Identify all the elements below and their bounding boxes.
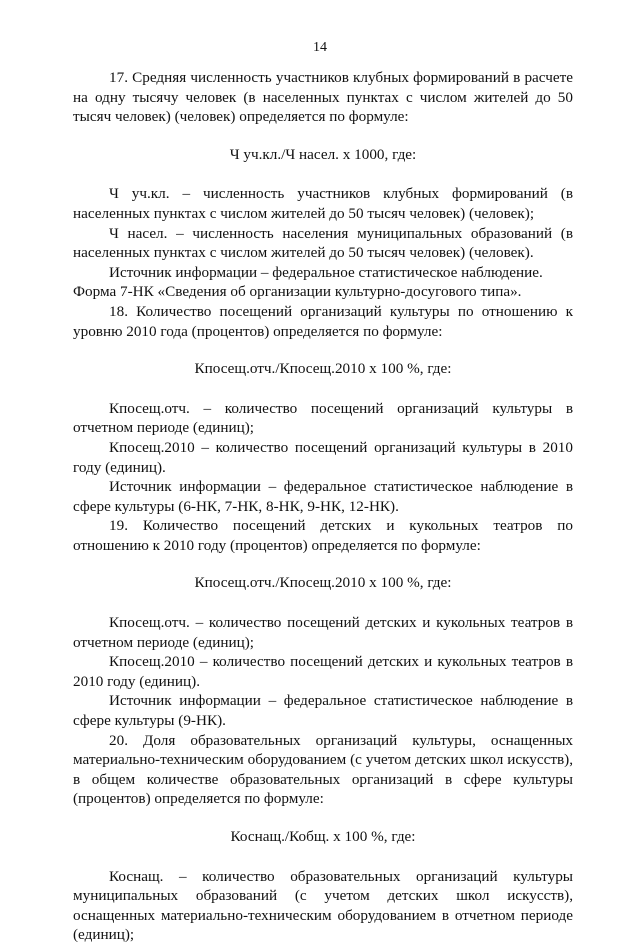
paragraph-20-intro: 20. Доля образовательных организаций культуры, оснащенных материально-техническим оборудованием (с учетом детских школ искусств), в общем количестве образовательных организаций в сфере культуры (процентов) определяется по формуле: [73,731,573,808]
source-18: Источник информации – федеральное статистическое наблюдение в сфере культуры (6-НК, 7-НК, 8-НК, 9-НК, 12-НК). [73,478,573,515]
formula-18: Кпосещ.отч./Кпосещ.2010 х 100 %, где: [194,360,452,378]
definition-ch-nasel: Ч насел. – численность населения муниципальных образований (в населенных пунктах с числом жителей до 50 тысяч человек) (человек). [73,224,573,262]
document-body [73,68,573,945]
source-17: Источник информации – федеральное статистическое наблюдение. [109,263,543,281]
definition-kposesch-2010-19: Кпосещ.2010 – количество посещений детских и кукольных театров в 2010 году (единиц). [73,653,573,690]
page-number: 14 [313,40,327,55]
definition-kposesch-2010-18: Кпосещ.2010 – количество посещений организаций культуры в 2010 году (единиц). [73,438,573,476]
paragraph-17-intro: 17. Средняя численность участников клубных формирований в расчете на одну тысячу человек (в населенных пунктах с числом жителей до 50 тысяч человек) (человек) определяется по формуле: [73,69,573,126]
formula-20: Коснащ./Кобщ. х 100 %, где: [230,828,416,845]
paragraph-19-intro: 19. Количество посещений детских и кукольных театров по отношению к 2010 году (процентов) определяется по формуле: [73,517,573,554]
definition-kposesch-otch-18: Кпосещ.отч. – количество посещений организаций культуры в отчетном периоде (единиц); [73,399,573,437]
formula-17: Ч уч.кл./Ч насел. х 1000, где: [229,145,417,163]
definition-kposesch-otch-19: Кпосещ.отч. – количество посещений детских и кукольных театров в отчетном периоде (единиц); [73,614,573,651]
definition-kosnasch: Коснащ. – количество образовательных организаций культуры муниципальных образований (с учетом детских школ искусств), оснащенных материально-техническим оборудованием в отчетном периоде (единиц); [73,867,573,944]
source-19: Источник информации – федеральное статистическое наблюдение в сфере культуры (9-НК). [73,692,573,730]
source-17-form: Форма 7-НК «Сведения об организации культурно-досугового типа». [73,283,522,301]
formula-19: Кпосещ.отч./Кпосещ.2010 х 100 %, где: [194,574,452,592]
paragraph-18-intro: 18. Количество посещений организаций культуры по отношению к уровню 2010 года (процентов) определяется по формуле: [73,302,573,340]
definition-ch-uch-kl: Ч уч.кл. – численность участников клубных формирований (в населенных пунктах с числом жителей до 50 тысяч человек) (человек); [73,185,573,222]
